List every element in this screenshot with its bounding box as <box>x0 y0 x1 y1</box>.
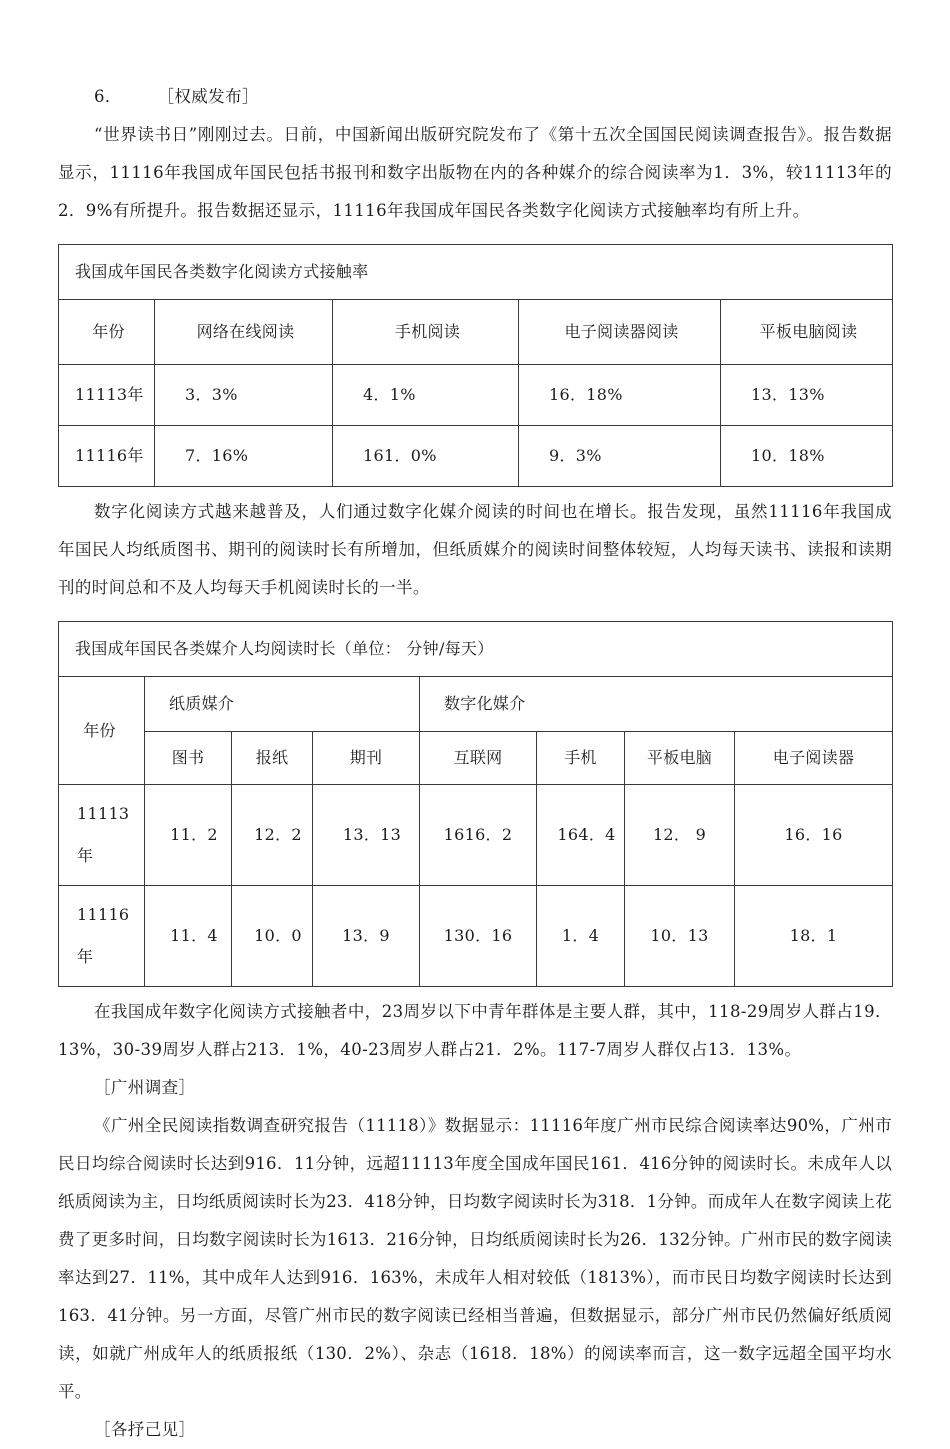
cell-books: 11．2 <box>145 785 232 886</box>
paragraph-intro: “世界读书日”刚刚过去。日前，中国新闻出版研究院发布了《第十五次全国国民阅读调查报告》。报告数据显示，11116年我国成年国民包括书报刊和数字出版物在内的各种媒介的综合阅读率为1．3%，较11113年的2．9%有所提升。报告数据还显示，11116年我国成年国民各类数字化阅读方式接触率均有所上升。 <box>58 125 892 220</box>
cell-internet: 1616．2 <box>420 785 537 886</box>
table-group-header-row <box>59 677 893 732</box>
paragraph-guangzhou-report: 《广州全民阅读指数调查研究报告（11118）》数据显示：11116年度广州市民综合阅读率达90%，广州市民日均综合阅读时长达到916．11分钟，远超11113年度全国成年国民161．416分钟的阅读时长。未成年人以纸质阅读为主，日均纸质阅读时长为23．418分钟，日均数字阅读时长为318．1分钟。而成年人在数字阅读上花费了更多时间，日均数字阅读时长为1613．216分钟，日均纸质阅读时长为26．132分钟。广州市民的数字阅读率达到27．11%，其中成年人达到916．163%，未成年人相对较低（1813%），而市民日均数字阅读时长达到163．41分钟。另一方面，尽管广州市民的数字阅读已经相当普遍，但数据显示，部分广州市民仍然偏好纸质阅读，如就广州成年人的纸质报纸（130．2%）、杂志（1618．18%）的阅读率而言，这一数字远超全国平均水平。 <box>58 1116 892 1401</box>
cell-ereader-reading: 9．3% <box>519 426 721 487</box>
item-heading-line <box>58 78 892 116</box>
paragraph-age-groups: 在我国成年数字化阅读方式接触者中，23周岁以下中青年群体是主要人群，其中，118-29周岁人群占19．13%，30-39周岁人群占213．1%，40-23周岁人群占21．2%。117-7周岁人群仅占13．13%。 <box>58 1002 892 1059</box>
column-header-books: 图书 <box>145 732 232 785</box>
cell-tablet: 10．13 <box>625 886 735 987</box>
item-number: 6． <box>94 87 122 106</box>
table-header-row <box>59 300 893 365</box>
cell-ereader: 18．1 <box>735 886 893 987</box>
section-heading-authoritative: ［权威发布］ <box>157 87 259 106</box>
table-digital-reading-contact-rate <box>58 244 893 487</box>
cell-ereader-reading: 16．18% <box>519 365 721 426</box>
cell-tablet-reading: 13．13% <box>721 365 893 426</box>
cell-year: 11116年 <box>59 886 145 987</box>
column-header-ereader: 电子阅读器 <box>735 732 893 785</box>
column-header-internet: 互联网 <box>420 732 537 785</box>
cell-tablet: 12． 9 <box>625 785 735 886</box>
column-header-online-reading: 网络在线阅读 <box>155 300 333 365</box>
column-header-ereader-reading: 电子阅读器阅读 <box>519 300 721 365</box>
cell-mobile-reading: 4．1% <box>333 365 519 426</box>
section-heading-guangzhou-survey: ［广州调查］ <box>94 1078 196 1097</box>
cell-year: 11113年 <box>59 365 155 426</box>
cell-mobile: 164．4 <box>537 785 625 886</box>
cell-periodicals: 13．9 <box>313 886 420 987</box>
paragraph-digital-reading-trend: 数字化阅读方式越来越普及，人们通过数字化媒介阅读的时间也在增长。报告发现，虽然11116年我国成年国民人均纸质图书、期刊的阅读时长有所增加，但纸质媒介的阅读时间整体较短，人均每天读书、读报和读期刊的时间总和不及人均每天手机阅读时长的一半。 <box>58 502 892 597</box>
cell-internet: 130．16 <box>420 886 537 987</box>
column-header-tablet-reading: 平板电脑阅读 <box>721 300 893 365</box>
cell-online-reading: 7．16% <box>155 426 333 487</box>
group-header-paper-media: 纸质媒介 <box>145 677 420 732</box>
column-header-mobile-reading: 手机阅读 <box>333 300 519 365</box>
cell-ereader: 16．16 <box>735 785 893 886</box>
column-header-year: 年份 <box>59 677 145 785</box>
table-sub-header-row <box>59 732 893 785</box>
cell-mobile-reading: 161．0% <box>333 426 519 487</box>
cell-year: 11116年 <box>59 426 155 487</box>
table-caption: 我国成年国民各类数字化阅读方式接触率 <box>59 245 893 300</box>
table-caption-row <box>59 622 893 677</box>
table-average-reading-duration <box>58 621 893 987</box>
cell-online-reading: 3．3% <box>155 365 333 426</box>
column-header-year: 年份 <box>59 300 155 365</box>
column-header-tablet: 平板电脑 <box>625 732 735 785</box>
column-header-periodicals: 期刊 <box>313 732 420 785</box>
table-row <box>59 426 893 487</box>
table-row <box>59 785 893 886</box>
section-heading-opinions: ［各抒己见］ <box>94 1420 196 1439</box>
cell-books: 11．4 <box>145 886 232 987</box>
group-header-digital-media: 数字化媒介 <box>420 677 893 732</box>
table-row <box>59 365 893 426</box>
cell-mobile: 1．4 <box>537 886 625 987</box>
cell-tablet-reading: 10．18% <box>721 426 893 487</box>
cell-newspapers: 12．2 <box>232 785 313 886</box>
cell-newspapers: 10．0 <box>232 886 313 987</box>
table-caption-row <box>59 245 893 300</box>
cell-periodicals: 13．13 <box>313 785 420 886</box>
column-header-newspapers: 报纸 <box>232 732 313 785</box>
cell-year: 11113年 <box>59 785 145 886</box>
table-row <box>59 886 893 987</box>
column-header-mobile: 手机 <box>537 732 625 785</box>
table-caption: 我国成年国民各类媒介人均阅读时长（单位： 分钟/每天） <box>59 622 893 677</box>
